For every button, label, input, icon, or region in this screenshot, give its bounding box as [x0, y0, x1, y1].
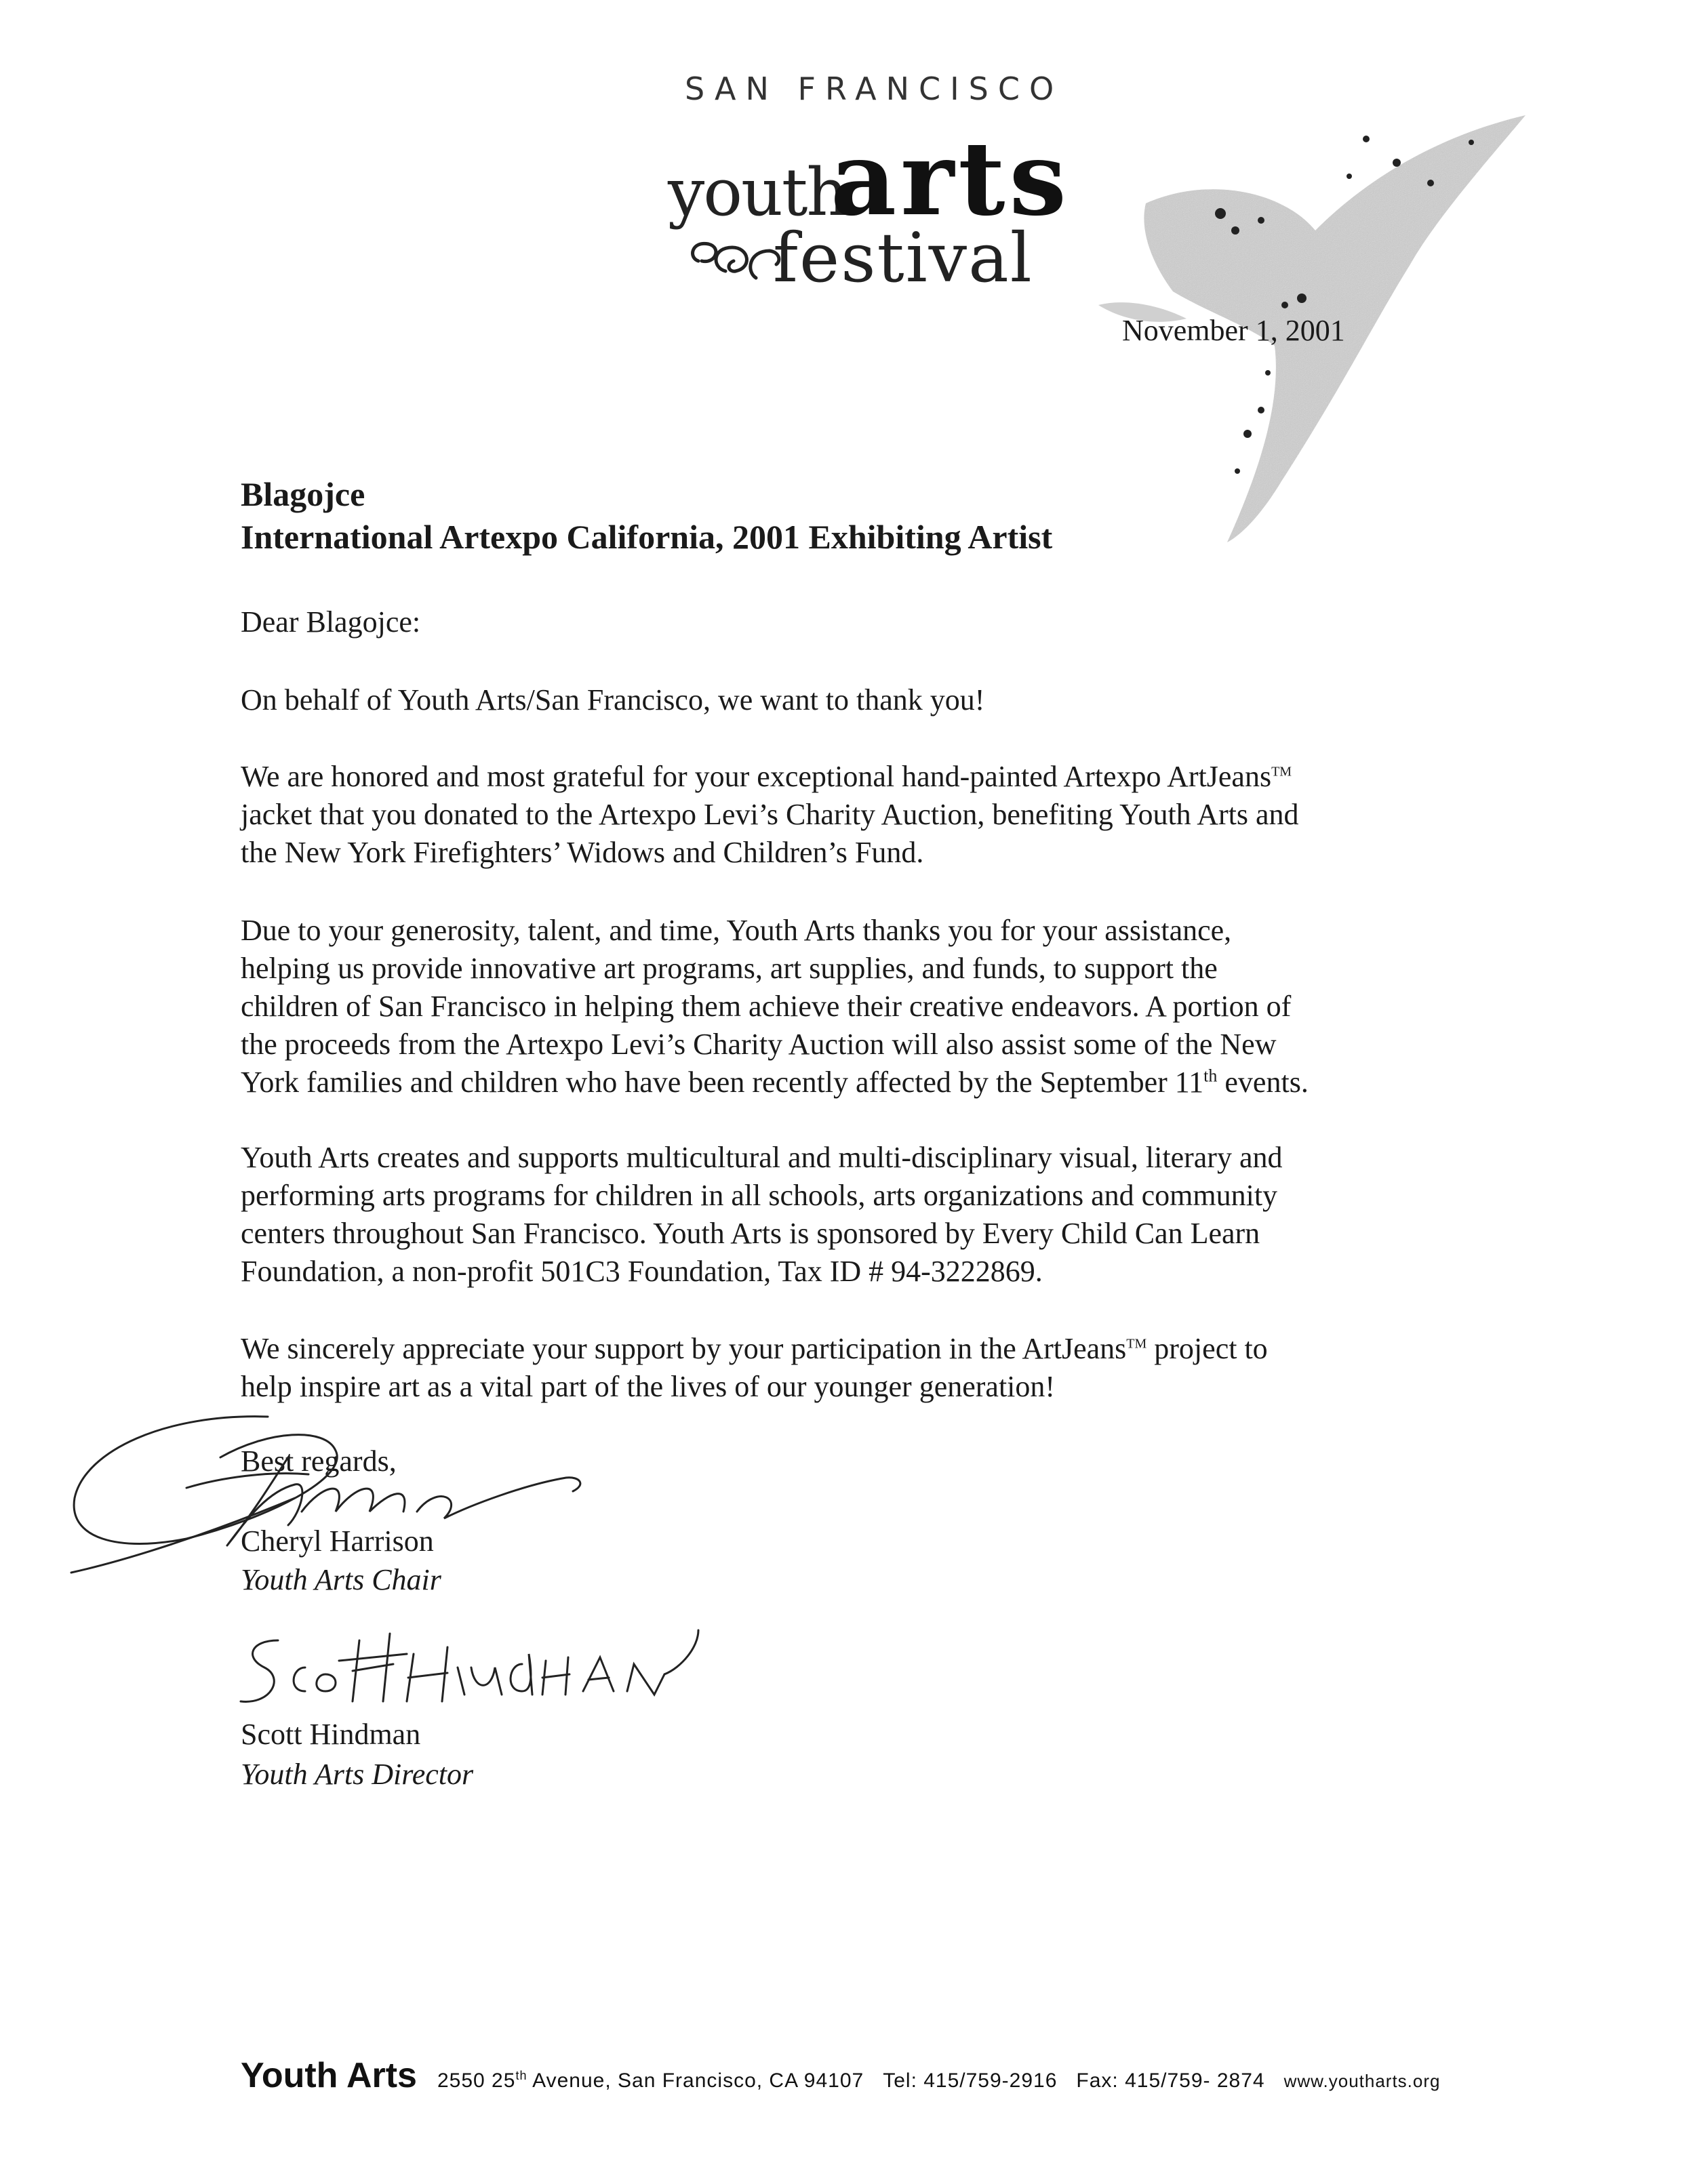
- paragraph-line: performing arts programs for children in all schools, arts organizations and community: [241, 1179, 1278, 1212]
- paragraph-appreciation: [241, 1330, 1448, 1406]
- trademark-mark: TM: [1271, 764, 1292, 780]
- logo-swirl-icon: [685, 230, 786, 291]
- paragraph-line: jacket that you donated to the Artexpo Levi’s Charity Auction, benefiting Youth Arts and: [241, 798, 1299, 831]
- superscript: th: [1203, 1066, 1218, 1086]
- paragraph-about: [241, 1139, 1448, 1291]
- trademark-mark: TM: [1126, 1336, 1147, 1352]
- footer-fax: Fax: 415/759- 2874: [1076, 2069, 1265, 2092]
- footer-tel: Tel: 415/759-2916: [883, 2069, 1058, 2092]
- letter-date: November 1, 2001: [1122, 314, 1345, 347]
- logo-city-text: SAN FRANCISCO: [685, 70, 1064, 107]
- logo-festival-text: festival: [773, 218, 1033, 298]
- paragraph-line: the New York Firefighters’ Widows and Children’s Fund.: [241, 836, 924, 869]
- paragraph-line: York families and children who have been recently affected by the September 11th events.: [241, 1066, 1309, 1099]
- paragraph-donation: [241, 758, 1448, 872]
- closing: Best regards,: [241, 1444, 397, 1478]
- salutation: Dear Blagojce:: [241, 605, 421, 639]
- signature-scott-hindman: [231, 1627, 705, 1728]
- signer-title: Youth Arts Chair: [241, 1563, 441, 1596]
- logo-youth-text: youth: [668, 155, 848, 230]
- signer-name: Scott Hindman: [241, 1718, 421, 1751]
- paragraph-line: children of San Francisco in helping them achieve their creative endeavors. A portion of: [241, 990, 1292, 1023]
- signer-title: Youth Arts Director: [241, 1758, 474, 1791]
- paragraph-line: Youth Arts creates and supports multicultural and multi-disciplinary visual, literary and: [241, 1141, 1283, 1174]
- footer-website: www.youtharts.org: [1283, 2071, 1441, 2091]
- paragraph-generosity: [241, 912, 1448, 1101]
- paragraph-line: Due to your generosity, talent, and time, Youth Arts thanks you for your assistance,: [241, 914, 1232, 947]
- paragraph-line: helping us provide innovative art programs, art supplies, and funds, to support the: [241, 952, 1218, 985]
- recipient-title: International Artexpo California, 2001 Exhibiting Artist: [241, 518, 1053, 556]
- paragraph-line: Foundation, a non-profit 501C3 Foundation, Tax ID # 94-3222869.: [241, 1255, 1043, 1288]
- footer-org-name: Youth Arts: [241, 2056, 417, 2095]
- footer: [241, 2055, 1440, 2096]
- logo-arts-text: arts: [831, 119, 1071, 239]
- paragraph-line: centers throughout San Francisco. Youth Arts is sponsored by Every Child Can Learn: [241, 1217, 1260, 1250]
- paragraph-line: We sincerely appreciate your support by your participation in the ArtJeans™ project to: [241, 1332, 1268, 1365]
- footer-address: 2550 25th Avenue, San Francisco, CA 94107: [437, 2069, 864, 2092]
- signer-name: Cheryl Harrison: [241, 1524, 434, 1558]
- paragraph-line: the proceeds from the Artexpo Levi’s Charity Auction will also assist some of the New: [241, 1028, 1277, 1061]
- paragraph-thanks: On behalf of Youth Arts/San Francisco, we want to thank you!: [241, 683, 985, 716]
- paragraph-line: We are honored and most grateful for your exceptional hand-painted Artexpo ArtJeans™: [241, 760, 1292, 793]
- paragraph-line: help inspire art as a vital part of the lives of our younger generation!: [241, 1370, 1056, 1403]
- recipient-name: Blagojce: [241, 475, 365, 513]
